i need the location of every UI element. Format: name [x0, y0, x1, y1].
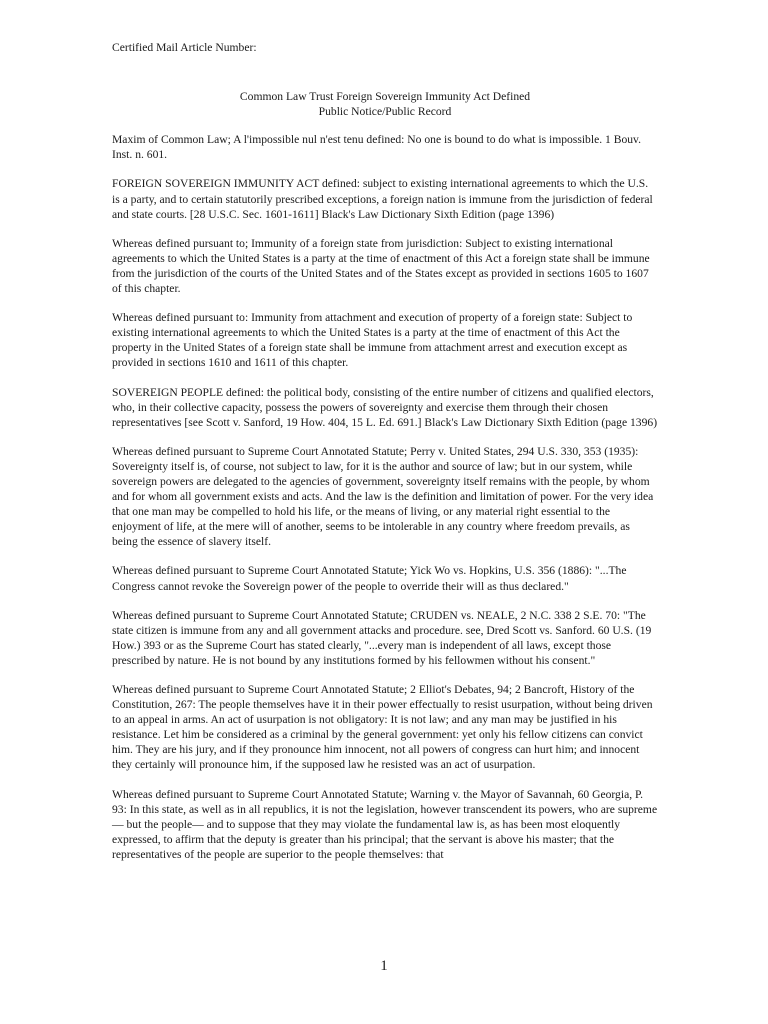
paragraph-yick-wo: Whereas defined pursuant to Supreme Court Annotated Statute; Yick Wo vs. Hopkins, U.S. 356 (1886): "...The Congress cannot revoke the Sovereign power of the people to override their will as thus declared." [112, 564, 627, 593]
paragraph-warning-savannah: Whereas defined pursuant to Supreme Court Annotated Statute; Warning v. the Mayor of Savannah, 60 Georgia, P. 93: In this state, as well as in all republics, it is not the legislation, however transcendent its powers, who are supreme— but the people— and to suppose that they may violate the fundamental law is, as has been most eloquently expressed, to affirm that the deputy is greater than his principal; that the servant is above his master; that the representatives of the people are superior to the people themselves: that [112, 787, 658, 861]
paragraph-fsia-definition: FOREIGN SOVEREIGN IMMUNITY ACT defined: subject to existing international agreements to which the U.S. is a party, and to certain statutorily prescribed exceptions, a foreign nation is immune from the jurisdiction of federal and state courts. [28 U.S.C. Sec. 1601-1611] Black's Law Dictionary Sixth Edition (page 1396) [112, 177, 653, 221]
certified-mail-line: Certified Mail Article Number: [112, 41, 257, 54]
page-number: 1 [380, 958, 388, 974]
paragraph-maxim: Maxim of Common Law; A l'impossible nul n'est tenu defined: No one is bound to do what is impossible. 1 Bouv. Inst. n. 601. [112, 133, 641, 162]
paragraph-immunity-jurisdiction: Whereas defined pursuant to; Immunity of a foreign state from jurisdiction: Subject to existing international agreements to which the United States is a party at the time of enactment of this Act a foreign state shall be immune from the jurisdiction of the courts of the United States and of the States except as provided in sections 1605 to 1607 of this chapter. [112, 236, 650, 296]
document-title [112, 89, 658, 119]
paragraph-sovereign-people: SOVEREIGN PEOPLE defined: the political body, consisting of the entire number of citizens and qualified electors, who, in their collective capacity, possess the powers of sovereignty and exercise them through their chosen representatives [see Scott v. Sanford, 19 How. 404, 15 L. Ed. 691.] Black's Law Dictionary Sixth Edition (page 1396) [112, 385, 658, 429]
document-page [112, 40, 658, 876]
paragraph-immunity-attachment: Whereas defined pursuant to: Immunity from attachment and execution of property of a foreign state: Subject to existing international agreements to which the United States is a party at the time of enactment of this Act the property in the United States of a foreign state shall be immune from attachment arrest and execution except as provided in sections 1610 and 1611 of this chapter. [112, 311, 633, 370]
title-line-2: Public Notice/Public Record [318, 105, 452, 119]
title-line-1: Common Law Trust Foreign Sovereign Immunity Act Defined [239, 90, 531, 104]
paragraph-perry: Whereas defined pursuant to Supreme Court Annotated Statute; Perry v. United States, 294 U.S. 330, 353 (1935): Sovereignty itself is, of course, not subject to law, for it is the author and source of law; but in our system, while sovereign powers are delegated to the agencies of government, sovereignty itself remains with the people, by whom and for whom all government exists and acts. And the law is the definition and limitation of power. For the very idea that one man may be compelled to hold his life, or the means of living, or any material right essential to the enjoyment of life, at the mere will of another, seems to be intolerable in any country where freedom prevails, as being the essence of slavery itself. [112, 444, 654, 549]
paragraph-elliots-debates: Whereas defined pursuant to Supreme Court Annotated Statute; 2 Elliot's Debates, 94; 2 Bancroft, History of the Constitution, 267: The people themselves have it in their power effectually to resist usurpation, without being driven to an appeal in arms. An act of usurpation is not obligatory: It is not law; and any man may be justified in his resistance. Let him be considered as a criminal by the general government: yet only his fellow citizens can convict him. They are his jury, and if they pronounce him innocent, not all powers of congress can hurt him; and innocent they certainly will pronounce him, if the supposed law he resisted was an act of usurpation. [112, 683, 653, 772]
paragraph-cruden: Whereas defined pursuant to Supreme Court Annotated Statute; CRUDEN vs. NEALE, 2 N.C. 338 2 S.E. 70: "The state citizen is immune from any and all government attacks and procedure. see, Dred Scott vs. Sanford. 60 U.S. (19 How.) 393 or as the Supreme Court has stated clearly, "...every man is independent of all laws, except those prescribed by nature. He is not bound by any institutions formed by his fellowmen without his consent." [112, 608, 652, 667]
